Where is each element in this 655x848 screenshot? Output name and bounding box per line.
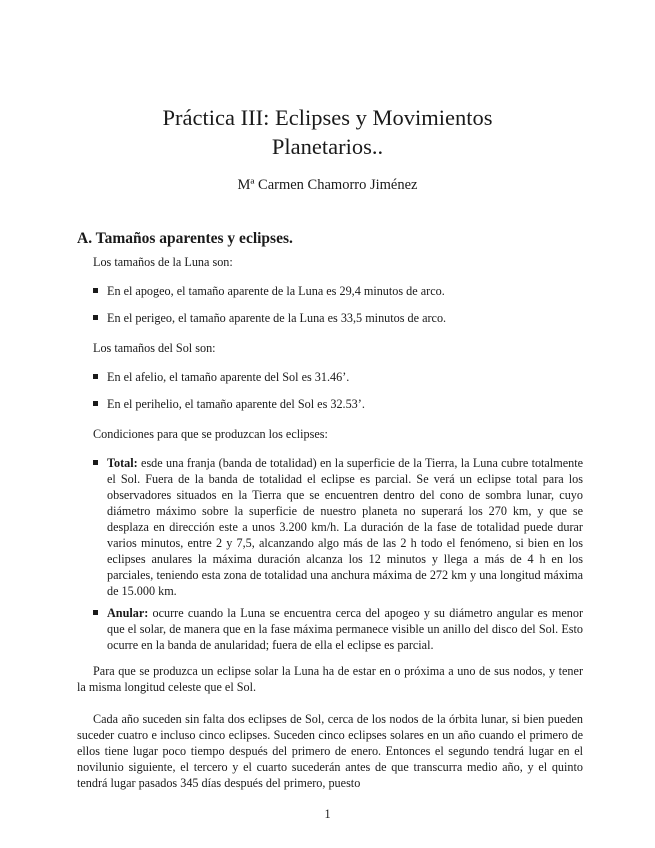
list-item-text: En el apogeo, el tamaño aparente de la Luna es 29,4 minutos de arco. [107, 284, 445, 298]
anular-paragraph [107, 605, 583, 653]
bullet-icon [93, 315, 98, 320]
title-line-2: Planetarios.. [271, 134, 384, 159]
section-heading: A. Tamaños aparentes y eclipses. [77, 230, 293, 247]
conditions-intro: Condiciones para que se produzcan los eclipses: [93, 427, 328, 441]
luna-intro: Los tamaños de la Luna son: [93, 255, 233, 269]
total-paragraph [107, 455, 583, 599]
anular-label: Anular: [107, 606, 149, 620]
bullet-icon [93, 288, 98, 293]
total-label: Total: [107, 456, 138, 470]
author-name: Mª Carmen Chamorro Jiménez [237, 177, 418, 193]
anular-text: ocurre cuando la Luna se encuentra cerca del apogeo y su diámetro angular es menor que el solar, de manera que en la fase máxima permanece visible un anillo del disco del Sol. Esto ocurre en la banda de anularidad; fuera de ella el eclipse es parcial. [107, 606, 584, 652]
title-line-1: Práctica III: Eclipses y Movimientos [162, 105, 493, 130]
bullet-icon [93, 610, 98, 615]
document-title [60, 103, 595, 161]
paragraph-eclipses-year: Cada año suceden sin falta dos eclipses de Sol, cerca de los nodos de la órbita lunar, si bien pueden suceder cuatro e incluso cinco eclipses. Suceden cinco eclipses solares en un año cuando el primero de ellos tiene lugar poco tiempo después del primero de enero. Entonces el segundo tendrá lugar en el novilunio siguiente, el tercero y el cuarto sucederán antes de que transcurra medio año, y el quinto tendrá lugar pasados 345 días después del primero, puesto [77, 712, 583, 790]
list-item-text: En el perigeo, el tamaño aparente de la Luna es 33,5 minutos de arco. [107, 311, 447, 325]
total-text: esde una franja (banda de totalidad) en la superficie de la Tierra, la Luna cubre totalmente el Sol. Fuera de la banda de totalidad el eclipse es parcial. Se verá un eclipse total para los observadores situados en la Tierra que se encuentren dentro del cono de sombra lunar, cuyo diámetro máximo sobre la superficie de nuestro planeta no superará los 270 km, y que se desplaza en dirección este a unos 3.200 km/h. La duración de la fase de totalidad puede durar varios minutos, entre 2 y 7,5, alcanzando algo más de las 2 h todo el fenómeno, si bien en los eclipses anulares la máxima duración alcanza los 12 minutos y llega a más de 4 h en los parciales, teniendo esta zona de totalidad una anchura máxima de 272 km y una longitud máxima de 15.000 km. [107, 456, 584, 598]
bullet-icon [93, 401, 98, 406]
sol-intro: Los tamaños del Sol son: [93, 341, 216, 355]
paragraph-nodos: Para que se produzca un eclipse solar la Luna ha de estar en o próxima a uno de sus nodos, y tener la misma longitud celeste que el Sol. [77, 664, 583, 694]
bullet-icon [93, 374, 98, 379]
list-item-text: En el afelio, el tamaño aparente del Sol es 31.46’. [107, 370, 350, 384]
page-number: 1 [324, 807, 331, 821]
list-item-text: En el perihelio, el tamaño aparente del Sol es 32.53’. [107, 397, 365, 411]
bullet-icon [93, 460, 98, 465]
